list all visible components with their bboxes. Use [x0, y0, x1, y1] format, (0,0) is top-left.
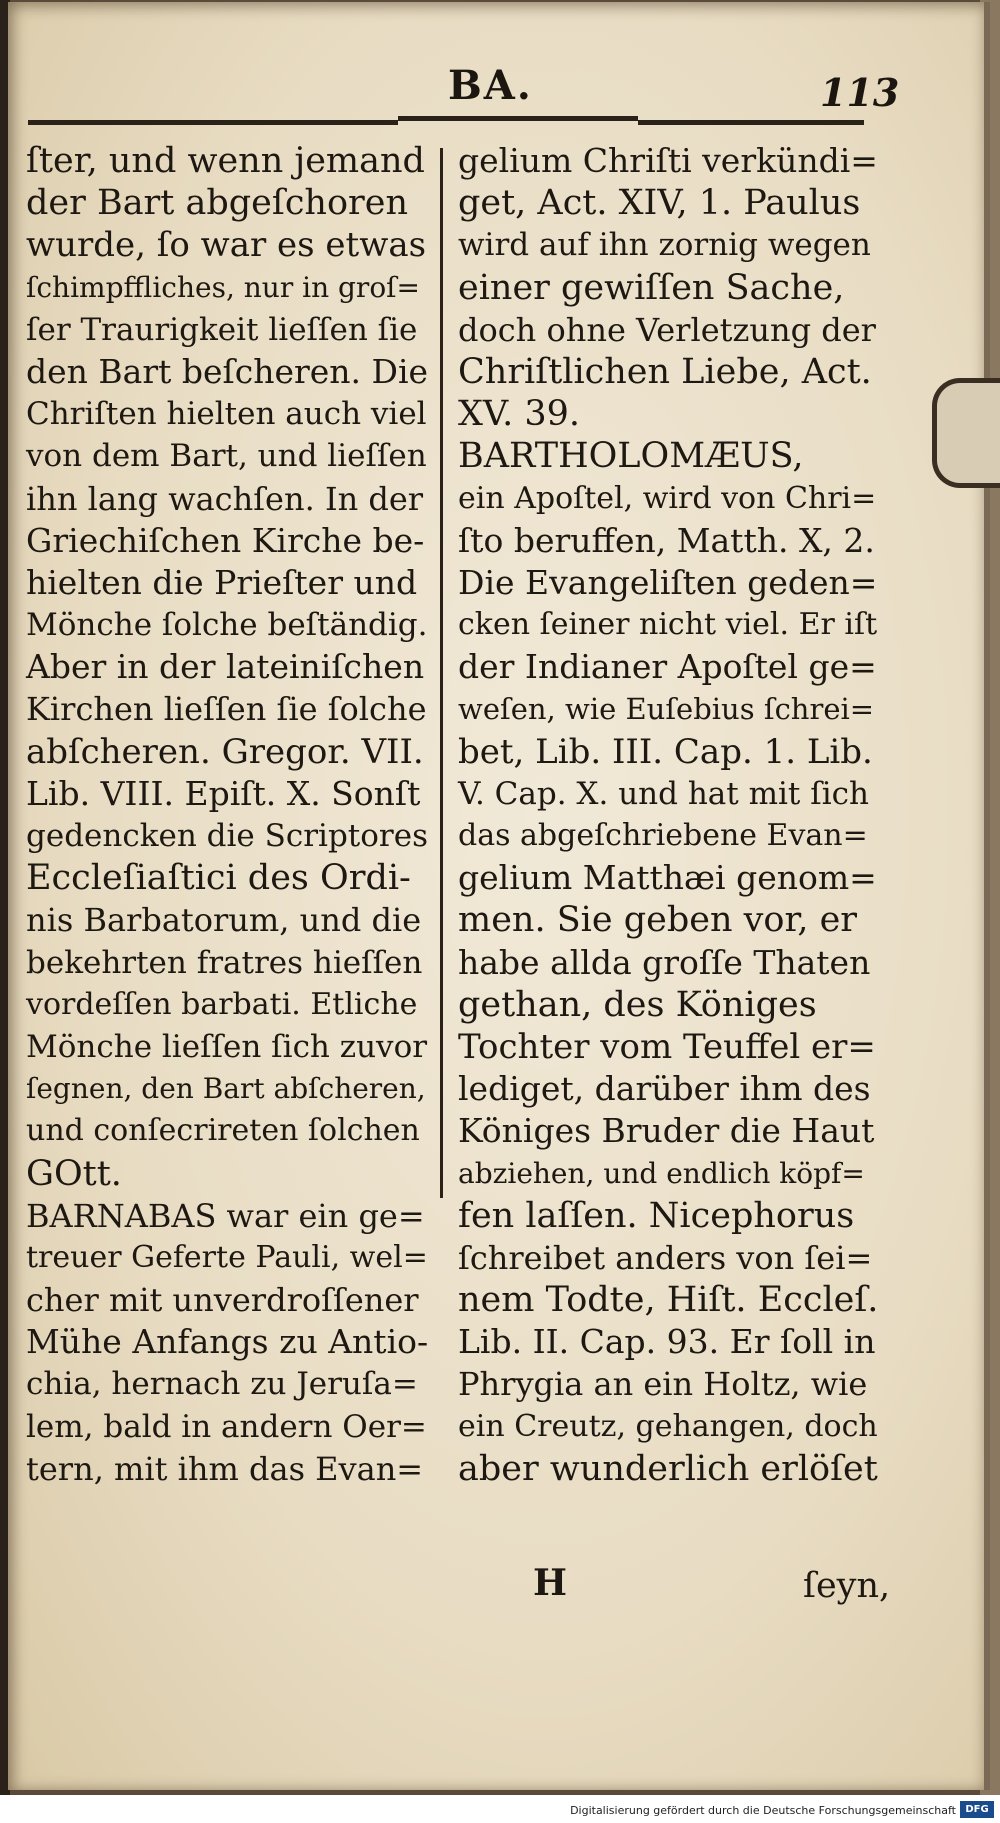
text-line: get, Act. XIV, 1. Paulus	[458, 183, 861, 224]
text-line: men. Sie geben vor, er	[458, 900, 858, 941]
text-line: BARNABAS war ein ge=	[26, 1196, 425, 1235]
text-line: Lib. II. Cap. 93. Er ſoll in	[458, 1322, 876, 1362]
header-rule-left	[28, 120, 398, 125]
text-line: Kirchen lieſſen ſie ſolche	[26, 690, 427, 729]
text-line: gelium Chriſti verkündi=	[458, 141, 878, 180]
text-line: Aber in der lateiniſchen	[26, 647, 425, 687]
header-rule-middle	[398, 116, 638, 121]
text-line: lediget, darüber ihm des	[458, 1069, 871, 1109]
text-line: cher mit unverdroſſener	[26, 1281, 419, 1320]
text-line: Königes Bruder die Haut	[458, 1111, 875, 1151]
text-line: gelium Matthæi genom=	[458, 858, 877, 898]
header-rule-right	[638, 120, 864, 125]
text-line: ſter, und wenn jemand	[26, 141, 425, 181]
text-line: gethan, des Königes	[458, 984, 817, 1025]
text-line: Mönche ſolche beſtändig.	[26, 607, 428, 644]
text-line: ſchreibet anders von ſei=	[458, 1238, 873, 1277]
text-line: gedencken die Scriptores	[26, 818, 428, 854]
text-line: ihn lang wachſen. In der	[26, 479, 424, 518]
page-number: 113	[820, 70, 900, 115]
text-line: Chriſtlichen Liebe, Act.	[458, 351, 872, 392]
text-line: Lib. VIII. Epiſt. X. Sonſt	[26, 773, 421, 813]
text-line: vordeſſen barbati. Etliche	[26, 986, 418, 1022]
text-line: bet, Lib. III. Cap. 1. Lib.	[458, 731, 873, 772]
text-line: das abgeſchriebene Evan=	[458, 818, 868, 853]
text-line: ſchimpffliches, nur in groſ=	[26, 270, 420, 304]
text-line: der Bart abgeſchoren	[26, 183, 409, 224]
text-line: doch ohne Verletzung der	[458, 310, 876, 349]
text-line: und conſecrireten ſolchen	[26, 1113, 420, 1149]
text-line: aber wunderlich erlöſet	[458, 1448, 878, 1489]
left-text-column	[26, 140, 428, 1490]
text-line: treuer Geferte Pauli, wel=	[26, 1239, 428, 1275]
book-page	[8, 2, 990, 1790]
text-line: V. Cap. X. und hat mit ſich	[458, 775, 869, 812]
funding-credit: Digitalisierung gefördert durch die Deutsche Forschungsgemeinschaft	[570, 1804, 956, 1817]
text-line: bekehrten fratres hieſſen	[26, 944, 423, 981]
right-text-column	[458, 140, 878, 1490]
text-line: cken ſeiner nicht viel. Er iſt	[458, 607, 878, 643]
text-line: lem, bald in andern Oer=	[26, 1408, 427, 1445]
text-line: wird auf ihn zornig wegen	[458, 227, 871, 264]
text-line: ein Apoſtel, wird von Chri=	[458, 480, 877, 516]
text-line: ſer Traurigkeit lieſſen ſie	[26, 311, 418, 348]
page-clip-tab	[932, 378, 1000, 488]
text-line: ſegnen, den Bart abſcheren,	[26, 1072, 426, 1106]
text-line: nem Todte, Hiſt. Eccleſ.	[458, 1280, 879, 1321]
running-header: BA.	[448, 62, 533, 109]
text-line: XV. 39.	[458, 394, 580, 435]
text-line: Phrygia an ein Holtz, wie	[458, 1365, 868, 1404]
text-line: ſto beruffen, Matth. X, 2.	[458, 520, 875, 560]
column-divider	[440, 148, 443, 1198]
catchword: ſeyn,	[803, 1566, 891, 1606]
text-line: abziehen, und endlich köpf=	[458, 1156, 865, 1190]
text-line: den Bart beſcheren. Die	[26, 351, 429, 391]
text-line: Griechiſchen Kirche be-	[26, 520, 425, 560]
text-line: tern, mit ihm das Evan=	[26, 1449, 424, 1488]
text-line: Eccleſiaſtici des Ordi-	[26, 858, 411, 899]
text-line: einer gewiſſen Sache,	[458, 267, 845, 308]
text-line: Chriſten hielten auch viel	[26, 396, 427, 433]
text-line: habe allda groſſe Thaten	[458, 942, 871, 982]
signature-mark: H	[533, 1562, 568, 1604]
text-line: wurde, ſo war es etwas	[26, 225, 427, 266]
text-line: Die Evangeliſten geden=	[458, 562, 878, 602]
text-line: nis Barbatorum, und die	[26, 901, 422, 940]
text-line: GOtt.	[26, 1153, 122, 1194]
dfg-logo: DFG	[960, 1801, 994, 1818]
text-line: von dem Bart, und lieſſen	[26, 438, 427, 475]
text-line: abſcheren. Gregor. VII.	[26, 731, 424, 772]
text-line: chia, hernach zu Jeruſa=	[26, 1366, 418, 1403]
text-line: Mönche lieſſen ſich zuvor	[26, 1028, 428, 1065]
text-line: der Indianer Apoſtel ge=	[458, 647, 877, 687]
text-line: BARTHOLOMÆUS,	[458, 436, 804, 477]
text-line: hielten die Prieſter und	[26, 562, 418, 602]
text-line: fen laſſen. Nicephorus	[458, 1195, 855, 1236]
text-line: ein Creutz, gehangen, doch	[458, 1408, 878, 1444]
text-line: Mühe Anfangs zu Antio-	[26, 1322, 429, 1362]
text-line: weſen, wie Euſebius ſchrei=	[458, 692, 875, 727]
text-line: Tochter vom Teuffel er=	[458, 1026, 876, 1067]
